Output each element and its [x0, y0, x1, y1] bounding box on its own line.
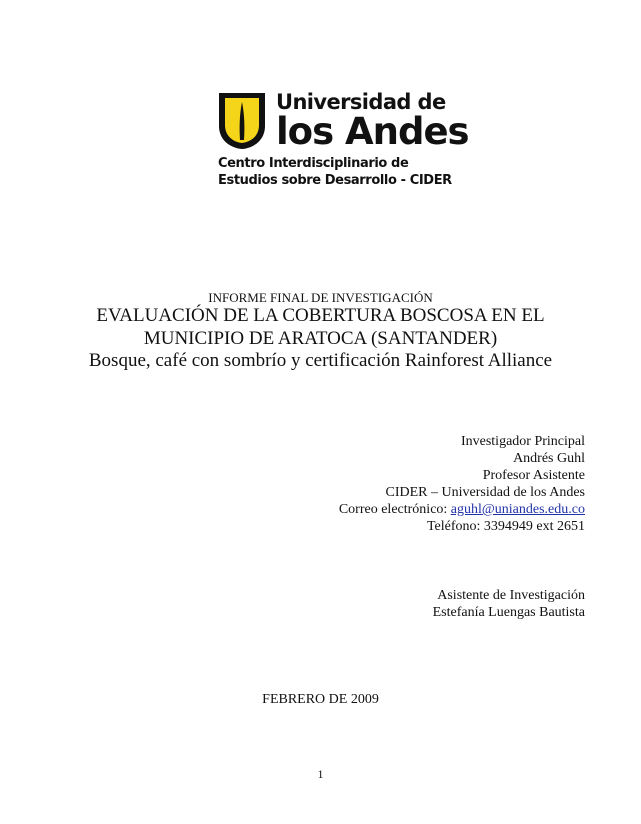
phone: Teléfono: 3394949 ext 2651	[426, 519, 585, 534]
investigator-affiliation: CIDER – Universidad de los Andes	[385, 485, 585, 500]
report-type: INFORME FINAL DE INVESTIGACIÓN	[208, 290, 433, 305]
logo-subtext-line2: Estudios sobre Desarrollo - CIDER	[218, 173, 452, 188]
title-line-1: EVALUACIÓN DE LA COBERTURA BOSCOSA EN EL	[96, 305, 545, 326]
report-date: FEBRERO DE 2009	[262, 692, 379, 707]
logo-text-line2: los Andes	[276, 110, 469, 153]
assistant-role: Asistente de Investigación	[437, 588, 585, 603]
assistant-name: Estefanía Luengas Bautista	[432, 605, 585, 620]
investigator-block	[339, 433, 585, 535]
assistant-block	[433, 587, 585, 621]
investigator-name: Andrés Guhl	[513, 451, 585, 466]
investigator-position: Profesor Asistente	[482, 468, 585, 483]
subtitle: Bosque, café con sombrío y certificación Rainforest Alliance	[88, 350, 553, 371]
email-row	[339, 501, 585, 518]
title-line-2: MUNICIPIO DE ARATOCA (SANTANDER)	[143, 328, 498, 349]
email-label: Correo electrónico:	[338, 502, 451, 517]
logo-text-line1: Universidad de	[276, 90, 446, 114]
logo-subtext-line1: Centro Interdisciplinario de	[218, 156, 409, 171]
page-number: 1	[317, 767, 324, 781]
email-link[interactable]: aguhl@uniandes.edu.co	[450, 502, 585, 517]
shield-emblem-icon	[218, 92, 266, 150]
university-logo	[208, 80, 469, 190]
investigator-role: Investigador Principal	[460, 434, 585, 449]
